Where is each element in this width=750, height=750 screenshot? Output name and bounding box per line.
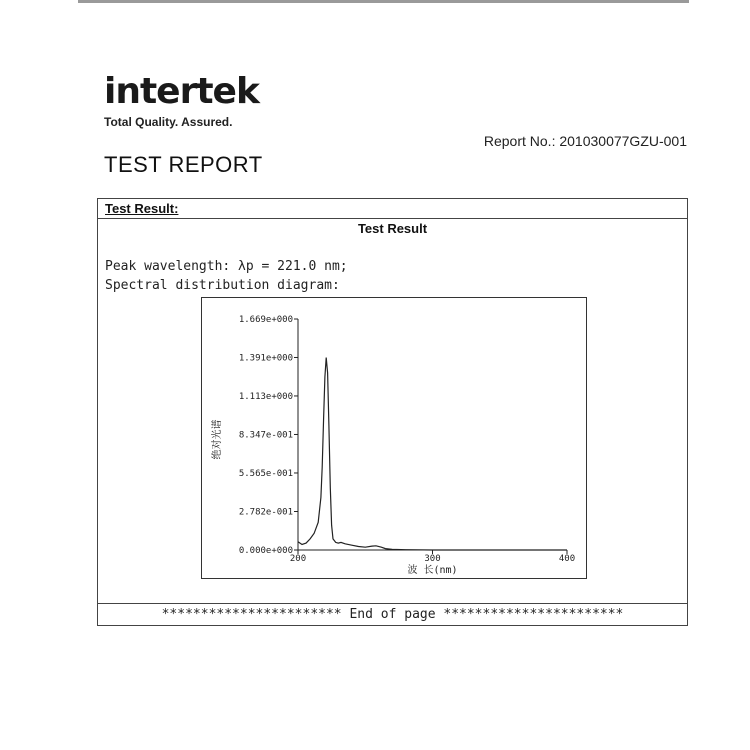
brand-name: intertek bbox=[104, 71, 259, 112]
end-of-page-text: *********************** End of page *********************** bbox=[161, 607, 624, 622]
brand-tagline: Total Quality. Assured. bbox=[104, 115, 233, 129]
y-axis-ticks bbox=[239, 315, 298, 556]
spectral-chart bbox=[202, 298, 586, 578]
section-heading: Test Result: bbox=[105, 201, 179, 216]
test-result-box bbox=[97, 198, 688, 626]
document-title: TEST REPORT bbox=[104, 152, 263, 177]
intertek-logo bbox=[104, 70, 259, 114]
y-tick-label: 1.113e+000 bbox=[238, 391, 293, 402]
y-tick-label: 8.347e-001 bbox=[238, 430, 293, 441]
x-tick-label: 300 bbox=[424, 554, 441, 564]
x-axis-label: 波 长(nm) bbox=[407, 565, 458, 576]
y-tick-label: 1.669e+000 bbox=[238, 315, 293, 325]
x-tick-label: 400 bbox=[558, 554, 576, 564]
y-tick-label: 2.782e-001 bbox=[238, 507, 293, 518]
chart-axes bbox=[298, 319, 567, 550]
peak-wavelength-text: Peak wavelength: λp = 221.0 nm; bbox=[105, 259, 348, 274]
y-tick-label: 0.000e+000 bbox=[238, 546, 293, 556]
end-of-page-row bbox=[98, 603, 687, 626]
x-tick-label: 200 bbox=[289, 554, 307, 564]
y-axis-label: 绝对光谱 bbox=[212, 419, 223, 460]
y-tick-label: 5.565e-001 bbox=[238, 468, 293, 479]
section-heading-row bbox=[98, 199, 687, 219]
report-number: Report No.: 201030077GZU-001 bbox=[483, 133, 687, 149]
diagram-caption: Spectral distribution diagram: bbox=[105, 278, 340, 293]
section-subheading: Test Result bbox=[357, 221, 428, 236]
spectral-chart-frame bbox=[201, 297, 587, 579]
y-tick-label: 1.391e+000 bbox=[238, 353, 293, 364]
x-axis-ticks bbox=[290, 550, 575, 564]
spectrum-line bbox=[298, 358, 567, 550]
page-top-border bbox=[78, 0, 689, 3]
